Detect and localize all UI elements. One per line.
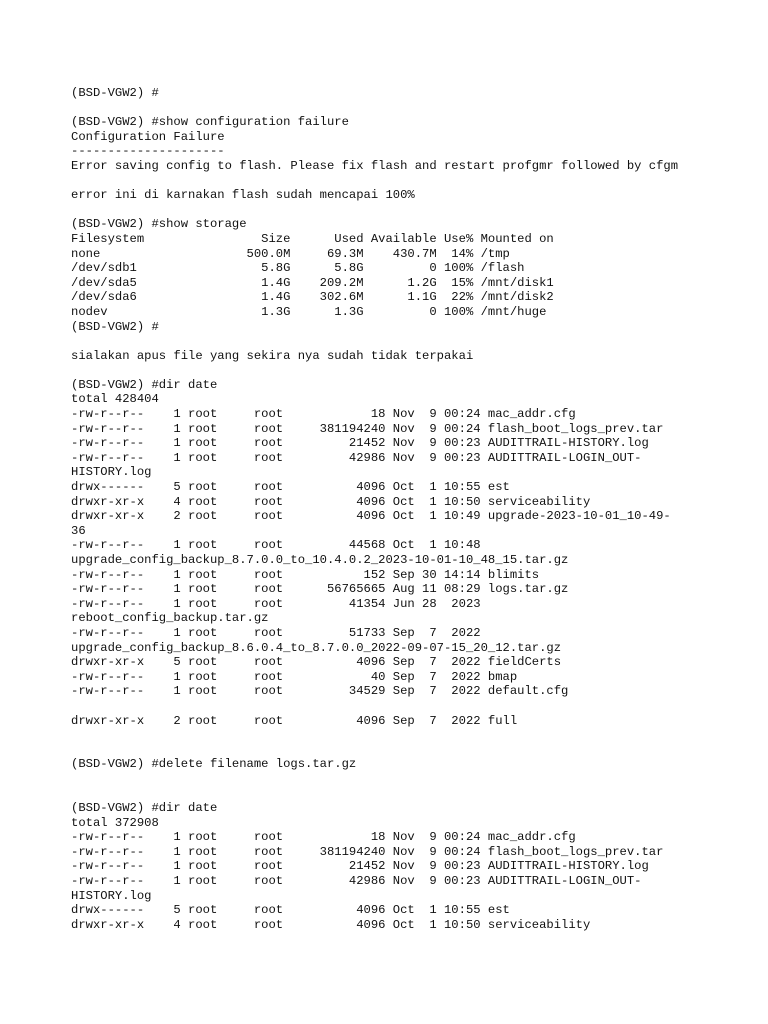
- blank-line: [71, 772, 761, 787]
- text-line: /dev/sda6 1.4G 302.6M 1.1G 22% /mnt/disk2: [71, 290, 554, 305]
- text-line: (BSD-VGW2) #dir date: [71, 377, 218, 392]
- text-line: (BSD-VGW2) #dir date: [71, 801, 218, 816]
- text-line: nodev 1.3G 1.3G 0 100% /mnt/huge: [71, 304, 547, 319]
- text-line: -rw-r--r-- 1 root root 381194240 Nov 9 00:24 flash_boot_logs_prev.tar: [71, 844, 664, 859]
- text-line: /dev/sda5 1.4G 209.2M 1.2G 15% /mnt/disk1: [71, 275, 554, 290]
- text-line: Filesystem Size Used Available Use% Mounted on: [71, 231, 554, 246]
- text-line: drwxr-xr-x 2 root root 4096 Sep 7 2022 full: [71, 713, 518, 728]
- text-line: HISTORY.log: [71, 465, 152, 480]
- text-line: error ini di karnakan flash sudah mencapai 100%: [71, 188, 415, 203]
- text-line: -rw-r--r-- 1 root root 40 Sep 7 2022 bmap: [71, 669, 518, 684]
- text-line: (BSD-VGW2) #: [71, 319, 159, 334]
- text-line: total 428404: [71, 392, 159, 407]
- blank-line: [71, 203, 761, 218]
- text-line: drwxr-xr-x 5 root root 4096 Sep 7 2022 fieldCerts: [71, 655, 562, 670]
- text-line: -rw-r--r-- 1 root root 21452 Nov 9 00:23 AUDITTRAIL-HISTORY.log: [71, 436, 649, 451]
- blank-line: [71, 101, 761, 116]
- blank-line: [71, 728, 761, 743]
- text-line: ---------------------: [71, 144, 225, 159]
- text-line: -rw-r--r-- 1 root root 56765665 Aug 11 08:29 logs.tar.gz: [71, 582, 569, 597]
- text-line: drwxr-xr-x 4 root root 4096 Oct 1 10:50 serviceability: [71, 494, 591, 509]
- text-line: -rw-r--r-- 1 root root 44568 Oct 1 10:48: [71, 538, 481, 553]
- text-line: Configuration Failure: [71, 129, 225, 144]
- text-line: -rw-r--r-- 1 root root 18 Nov 9 00:24 mac_addr.cfg: [71, 830, 576, 845]
- text-line: -rw-r--r-- 1 root root 381194240 Nov 9 00:24 flash_boot_logs_prev.tar: [71, 421, 664, 436]
- blank-line: [71, 334, 761, 349]
- blank-line: [71, 743, 761, 758]
- blank-line: [71, 699, 761, 714]
- text-line: total 372908: [71, 815, 159, 830]
- blank-line: [71, 363, 761, 378]
- text-line: (BSD-VGW2) #: [71, 86, 159, 100]
- text-line: reboot_config_backup.tar.gz: [71, 611, 269, 626]
- text-line: drwxr-xr-x 4 root root 4096 Oct 1 10:50 serviceability: [71, 917, 591, 932]
- text-line: sialakan apus file yang sekira nya sudah tidak terpakai: [71, 348, 474, 363]
- text-line: -rw-r--r-- 1 root root 18 Nov 9 00:24 mac_addr.cfg: [71, 407, 576, 422]
- blank-line: [71, 787, 761, 802]
- text-line: -rw-r--r-- 1 root root 152 Sep 30 14:14 blimits: [71, 567, 540, 582]
- text-line: Error saving config to flash. Please fix flash and restart profgmr followed by cfgm: [71, 158, 679, 173]
- text-line: -rw-r--r-- 1 root root 42986 Nov 9 00:23 AUDITTRAIL-LOGIN_OUT-: [71, 874, 642, 889]
- text-line: HISTORY.log: [71, 888, 152, 903]
- text-line: -rw-r--r-- 1 root root 42986 Nov 9 00:23 AUDITTRAIL-LOGIN_OUT-: [71, 450, 642, 465]
- text-line: upgrade_config_backup_8.7.0.0_to_10.4.0.2_2023-10-01-10_48_15.tar.gz: [71, 553, 569, 567]
- text-line: drwxr-xr-x 2 root root 4096 Oct 1 10:49 upgrade-2023-10-01_10-49-: [71, 509, 671, 524]
- text-line: drwx------ 5 root root 4096 Oct 1 10:55 est: [71, 480, 510, 495]
- text-line: -rw-r--r-- 1 root root 34529 Sep 7 2022 default.cfg: [71, 684, 569, 699]
- text-line: none 500.0M 69.3M 430.7M 14% /tmp: [71, 246, 510, 261]
- text-line: /dev/sdb1 5.8G 5.8G 0 100% /flash: [71, 261, 525, 276]
- text-line: (BSD-VGW2) #show storage: [71, 217, 247, 232]
- text-line: (BSD-VGW2) #delete filename logs.tar.gz: [71, 757, 357, 772]
- document-page: [71, 86, 761, 932]
- text-line: -rw-r--r-- 1 root root 51733 Sep 7 2022: [71, 625, 481, 640]
- text-line: -rw-r--r-- 1 root root 41354 Jun 28 2023: [71, 596, 481, 611]
- text-line: 36: [71, 523, 86, 538]
- blank-line: [71, 174, 761, 189]
- text-line: -rw-r--r-- 1 root root 21452 Nov 9 00:23 AUDITTRAIL-HISTORY.log: [71, 859, 649, 874]
- text-line: drwx------ 5 root root 4096 Oct 1 10:55 est: [71, 903, 510, 918]
- text-line: upgrade_config_backup_8.6.0.4_to_8.7.0.0_2022-09-07-15_20_12.tar.gz: [71, 640, 562, 655]
- text-line: (BSD-VGW2) #show configuration failure: [71, 115, 349, 130]
